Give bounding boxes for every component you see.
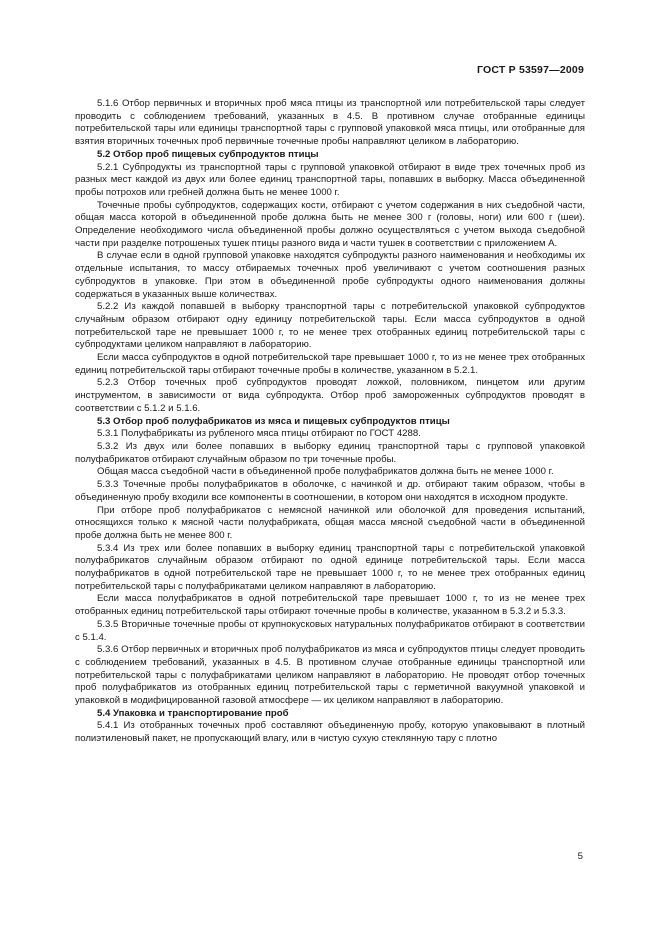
section-heading: 5.3 Отбор проб полуфабрикатов из мяса и пищевых субпродуктов птицы bbox=[97, 415, 450, 427]
document-header: ГОСТ Р 53597—2009 bbox=[476, 64, 584, 76]
paragraph: 5.1.6 Отбор первичных и вторичных проб мяса птицы из транспортной или потребительской тары следует проводить с соблюдением требований, указанных в 4.5. В противном случае отобранные единицы потребительской тары или единицы транспортной тары с групповой упаковкой мяса птицы, или отобранные для взятия вторичных точечных проб первичные точечные пробы направляют целиком в лабораторию. bbox=[75, 98, 585, 148]
section-heading: 5.4 Упаковка и транспортирование проб bbox=[97, 707, 289, 719]
paragraph: Если масса субпродуктов в одной потребительской таре превышает 1000 г, то из не менее трех отобранных единиц потребительской тары отбирают точечные пробы в количестве, указанном в 5.2.1. bbox=[75, 352, 585, 376]
paragraph: Точечные пробы субпродуктов, содержащих кости, отбирают с учетом содержания в них съедобной части, общая масса которой в объединенной пробе должна быть не менее 300 г (головы, ноги) или 600 г (шеи). Определение необходимого числа объединенной пробы должно осуществляться с учетом выхода съедобной части при разделке потрошеных тушек птицы разного вида и части тушек в соответствии с приложением А. bbox=[75, 199, 585, 249]
paragraph: 5.2.2 Из каждой попавшей в выборку транспортной тары с потребительской упаковкой субпродуктов случайным образом отбирают одну единицу потребительской тары. Если масса субпродуктов в одной потребительской таре не превышает 1000 г, то не менее трех отобранных единиц потребительской тары с субпродуктами целиком направляют в лабораторию. bbox=[75, 301, 585, 351]
paragraph: 5.3.2 Из двух или более попавших в выборку единиц транспортной тары с групповой упаковкой полуфабрикатов отбирают случайным образом по три точечные пробы. bbox=[75, 440, 585, 465]
paragraph: 5.3.5 Вторичные точечные пробы от крупнокусковых натуральных полуфабрикатов отбирают в соответствии с 5.1.4. bbox=[75, 618, 585, 643]
paragraph: 5.2.3 Отбор точечных проб субпродуктов проводят ложкой, половником, пинцетом или другим инструментом, в зависимости от вида субпродукта. Отбор проб замороженных субпродуктов проводят в соответствии с 5.1.2 и 5.1.6. bbox=[75, 377, 585, 414]
paragraph: 5.3.3 Точечные пробы полуфабрикатов в оболочке, с начинкой и др. отбирают таким образом, чтобы в объединенную пробу входили все компоненты в соотношении, в котором они находятся в исходном продукте. bbox=[75, 479, 585, 503]
paragraph: Общая масса съедобной части в объединенной пробе полуфабрикатов должна быть не менее 1000 г. bbox=[97, 466, 554, 478]
paragraph: 5.3.1 Полуфабрикаты из рубленого мяса птицы отбирают по ГОСТ 4288. bbox=[97, 428, 421, 440]
paragraph: 5.4.1 Из отобранных точечных проб составляют объединенную пробу, которую упаковывают в плотный полиэтиленовый пакет, не пропускающий влагу, или в чистую сухую стеклянную тару с плотно bbox=[75, 720, 585, 745]
document-body bbox=[75, 98, 585, 746]
paragraph: В случае если в одной групповой упаковке находятся субпродукты разного наименования и необходимы их отдельные испытания, то массу отбираемых точечных проб увеличивают с учетом соотношения разных субпродуктов в упаковке. При этом в объединенной пробе субпродукты одного наименования должны содержаться в указанных выше количествах. bbox=[75, 250, 585, 300]
page-number: 5 bbox=[577, 851, 583, 862]
paragraph: 5.2.1 Субпродукты из транспортной тары с групповой упаковкой отбирают в виде трех точечных проб из разных мест каждой из двух или более единиц транспортной тары, попавших в выборку. Масса объединенной пробы потрохов или гребней должна быть не менее 1000 г. bbox=[75, 161, 585, 198]
section-heading: 5.2 Отбор проб пищевых субпродуктов птицы bbox=[97, 148, 319, 160]
paragraph: 5.3.6 Отбор первичных и вторичных проб полуфабрикатов из мяса и субпродуктов птицы следует проводить с соблюдением требований, указанных в 4.5. В противном случае отобранные единицы транспортной или потребительской тары с полуфабрикатами целиком направляют в лабораторию. Не проводят отбор точечных проб полуфабрикатов из отобранных единиц потребительской тары с герметичной вакуумной упаковкой и упаковкой в модифицированной газовой атмосфере — их целиком направляют в лабораторию. bbox=[75, 644, 585, 707]
paragraph: Если масса полуфабрикатов в одной потребительской таре превышает 1000 г, то из не менее трех отобранных единиц потребительской тары отбирают точечные пробы в количестве, указанном в 5.3.2 и 5.3.3. bbox=[75, 593, 585, 618]
paragraph: При отборе проб полуфабрикатов с немясной начинкой или оболочкой для проведения испытаний, относящихся только к мясной части полуфабриката, общая масса мясной съедобной части в объединенной пробе должна быть не менее 800 г. bbox=[75, 504, 585, 541]
paragraph: 5.3.4 Из трех или более попавших в выборку единиц транспортной тары с потребительской упаковкой полуфабрикатов случайным образом отбирают по одной единице потребительской тары. Если масса полуфабрикатов в одной потребительской таре не превышает 1000 г, то не менее трех отобранных единиц потребительской тары с полуфабрикатами целиком направляют в лабораторию. bbox=[75, 542, 585, 592]
